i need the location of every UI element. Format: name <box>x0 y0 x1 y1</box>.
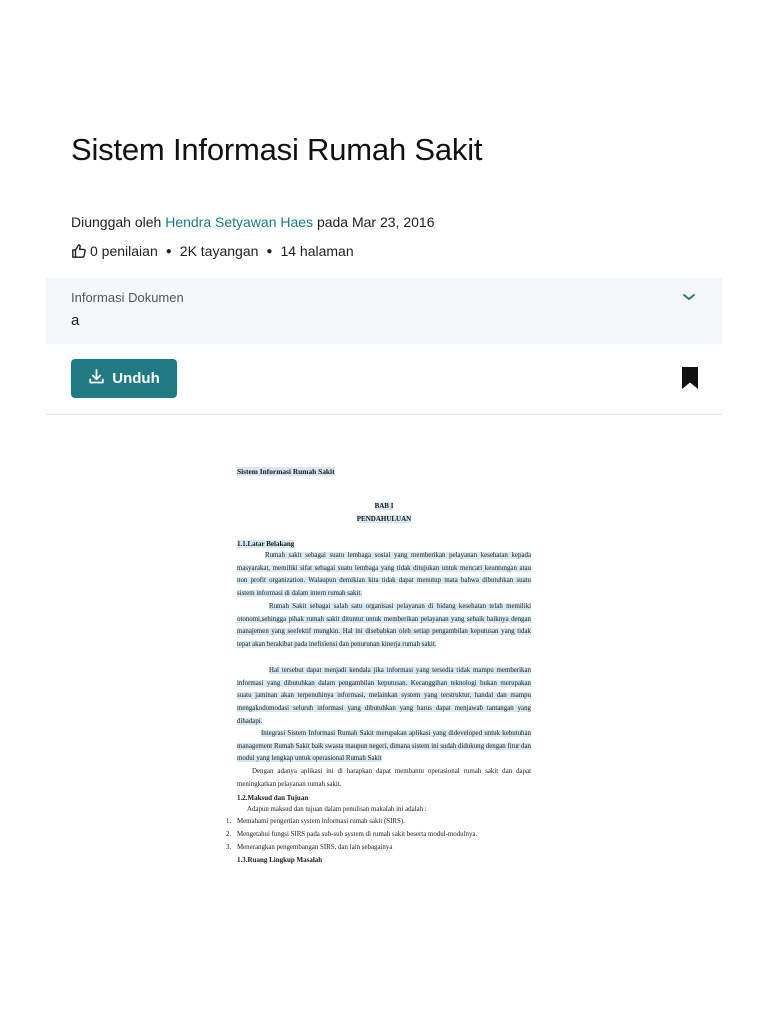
preview-list-number: 2. <box>226 831 232 838</box>
preview-list-item: Mengetahui fungsi SIRS pada sub-sub system di rumah sakit beserta modul-modulnya. <box>237 831 478 838</box>
preview-list-number: 3. <box>226 844 232 851</box>
thumbs-up-icon[interactable] <box>71 243 87 259</box>
preview-doc-title: Sistem Informasi Rumah Sakit <box>237 467 335 476</box>
download-button[interactable] <box>71 359 177 398</box>
preview-paragraph: Rumah sakit sebagai suatu lembaga sosial yang memberikan pelayanan kesehatan kepada masyarakat, memiliki sifat sebagai suatu lembaga yang tidak ditujukan untuk mencari keuntungan atau non profit organization. Walaupun demikian kita tidak dapat menutup mata bahwa dibutuhkan suatu sistem informasi di dalam intern rumah sakit. <box>237 552 531 598</box>
preview-list-number: 1. <box>226 818 232 825</box>
preview-section-heading: 1.3.Ruang Lingkup Masalah <box>237 856 323 864</box>
preview-chapter: BAB I <box>374 502 394 510</box>
preview-line: Adapun maksud dan tujuan dalam penulisan makalah ini adalah : <box>247 806 427 813</box>
preview-paragraph: Hal tersebut dapat menjadi kendala jika informasi yang tersedia tidak mampu memberikan informasi yang dibutuhkan dalam pengambilan keputusan. Kecanggihan teknologi bukan merupakan suatu jaminan akan terpenuhinya informasi, melainkan system yang terstruktur, handal dan mampu mengakodomodasi seluruh informasi yang dibutuhkan yang harus dapat menjawab tantangan yang dihadapi. <box>237 667 531 725</box>
pages-count: 14 halaman <box>280 243 354 259</box>
document-stats <box>71 242 354 260</box>
separator-dot: ● <box>165 245 172 257</box>
download-label: Unduh <box>112 370 160 387</box>
ratings-count: 0 penilaian <box>90 243 158 259</box>
document-info-panel[interactable] <box>46 278 722 344</box>
chevron-down-icon[interactable] <box>682 290 696 302</box>
upload-prefix: Diunggah oleh <box>71 214 162 230</box>
upload-info <box>71 214 434 230</box>
preview-paragraph: Integrasi Sistem Informasi Rumah Sakit merupakan aplikasi yang dideveloped untuk kebutuhan management Rumah Sakit baik swasta maupun negeri, dimana sistem ini sudah didukung dengan fitur dan modul yang lengkap untuk operasional Rumah Sakit <box>237 730 531 763</box>
preview-chapter-name: PENDAHULUAN <box>356 515 412 523</box>
bookmark-icon[interactable] <box>681 367 699 389</box>
download-icon <box>88 368 105 389</box>
preview-list-item: Menerangkan pengembangan SIRS, dan lain sebagainya <box>237 844 393 851</box>
preview-section-heading: 1.2.Maksud dan Tujuan <box>237 794 309 802</box>
document-info-value: a <box>71 312 80 329</box>
preview-paragraph: Rumah Sakit sebagai salah satu organisasi pelayanan di bidang kesehatan telah memiliki otonomi,sehingga pihak rumah sakit dituntut untuk memberikan pelayanan yang sebaik baiknya dengan manajemen yang seefektif mungkin. Hal ini disebabkan oleh setiap pengambilan keputusan yang tidak tepat akan berakibat pada inefisiensi dan penurunan kinerja rumah sakit. <box>237 603 531 649</box>
views-count: 2K tayangan <box>179 243 259 259</box>
page-title: Sistem Informasi Rumah Sakit <box>71 132 483 167</box>
preview-list-item: Memahami pengertian system informasi rumah sakit (SIRS). <box>237 818 405 825</box>
separator-dot: ● <box>266 245 273 257</box>
preview-paragraph: Dengan adanya aplikasi ini di harapkan dapat membantu operasional rumah sakit dan dapat meningkatkan pelayanan rumah sakit. <box>237 768 531 788</box>
upload-date: pada Mar 23, 2016 <box>316 214 435 230</box>
document-info-label: Informasi Dokumen <box>71 290 184 305</box>
author-link[interactable]: Hendra Setyawan Haes <box>165 214 314 230</box>
divider <box>46 414 722 415</box>
preview-section-heading: 1.1.Latar Belakang <box>237 540 295 548</box>
